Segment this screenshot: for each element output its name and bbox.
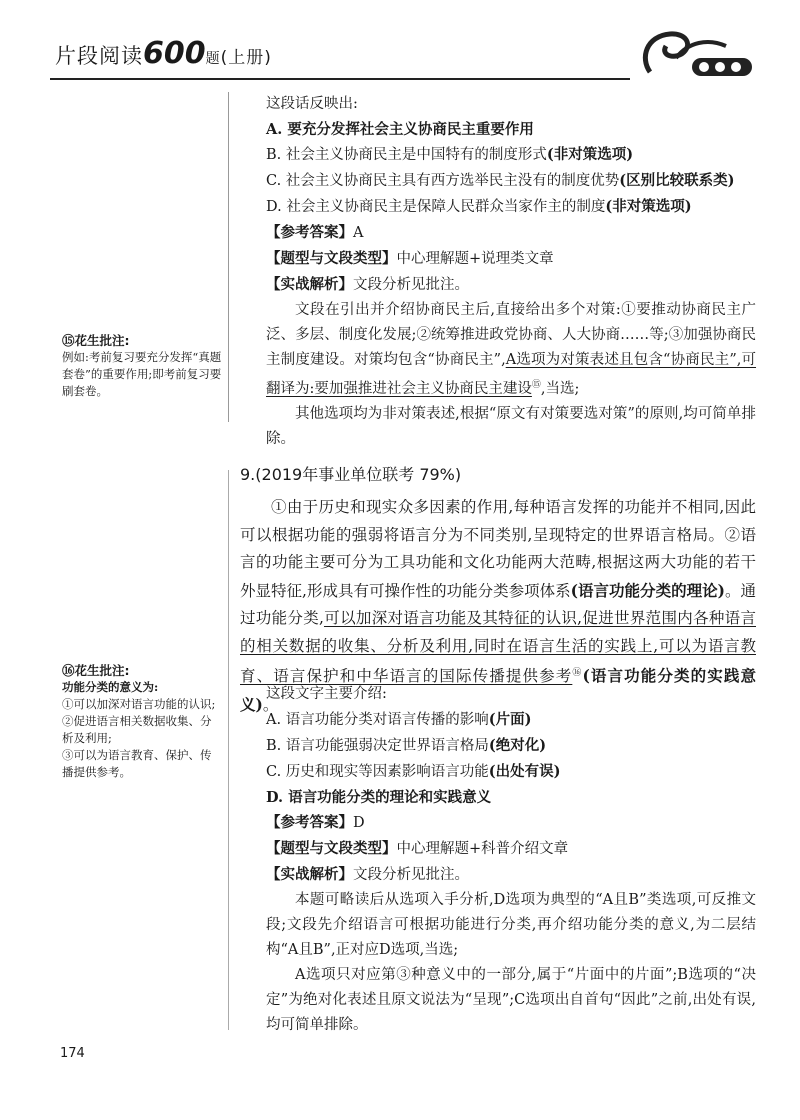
q8-stem: 这段话反映出: [266, 96, 358, 112]
book-title [55, 36, 272, 71]
q8-option-c: C. 社会主义协商民主具有西方选举民主没有的制度优势(区别比较联系类) [266, 172, 735, 189]
q9-option-c: C. 历史和现实等因素影响语言功能(出处有误) [266, 763, 561, 780]
side-note-16-item: ②促进语言相关数据收集、分析及利用; [62, 714, 212, 745]
q8-block [266, 92, 756, 452]
q9-explain-2: A选项只对应第③种意义中的一部分,属于“片面中的片面”;B选项的“决定”为绝对化表述且原文说法为“呈现”;C选项出自首句“因此”之前,出处有误,均可简单排除。 [266, 967, 756, 1033]
q8-option-d: D. 社会主义协商民主是保障人民群众当家作主的制度(非对策选项) [266, 198, 692, 215]
side-note-16-item: ③可以为语言教育、保护、传播提供参考。 [62, 748, 212, 779]
book-title-suffix: (上册) [220, 48, 272, 68]
q8-analysis: 【实战解析】文段分析见批注。 [266, 276, 469, 293]
q8-explain-1: 文段在引出并介绍协商民主后,直接给出多个对策:①要推动协商民主广泛、多层、制度化发展;②统筹推进政党协商、人大协商……等;③加强协商民主制度建设。对策均包含“协商民主”,A选项为对策表述且包含“协商民主”,可翻译为:要加强推进社会主义协商民主建设⑮,当选; [266, 302, 757, 397]
side-note-15-title: ⑮花生批注: [62, 333, 130, 348]
q9-answer: 【参考答案】D [266, 814, 365, 831]
q9-heading: 9.(2019年事业单位联考 79%) [240, 465, 462, 484]
q9-type: 【题型与文段类型】中心理解题+科普介绍文章 [266, 840, 569, 857]
side-note-15 [62, 332, 222, 400]
margin-divider [228, 92, 229, 422]
q9-option-a: A. 语言功能分类对语言传播的影响(片面) [266, 711, 532, 728]
q8-answer: 【参考答案】A [266, 224, 364, 241]
side-note-16-item: ①可以加深对语言功能的认识; [62, 697, 216, 711]
q8-type: 【题型与文段类型】中心理解题+说理类文章 [266, 250, 554, 267]
book-title-number: 600 [143, 36, 206, 71]
book-title-prefix: 片段阅读 [55, 44, 143, 68]
q9-option-d: D. 语言功能分类的理论和实践意义 [266, 789, 492, 806]
q9-passage-text: ①由于历史和现实众多因素的作用,每种语言发挥的功能并不相同,因此可以根据功能的强弱将语言分为不同类别,呈现特定的世界语言格局。②语言的功能主要可分为工具功能和文化功能两大范畴,根据这两大功能的若干外显特征,形成具有可操作性的功能分类参项体系(语言功能分类的理论)。通过功能分类,可以加深对语言功能及其特征的认识,促进世界范围内各种语言的相关数据的收集、分析及利用,同时在语言生活的实践上,可以为语言教育、语言保护和中华语言的国际传播提供参考⑯(语言功能分类的实践意义)。 [240, 498, 756, 714]
q9-stem: 这段文字主要介绍: [266, 686, 387, 702]
page-number: 174 [60, 1046, 85, 1061]
q8-option-a: A. 要充分发挥社会主义协商民主重要作用 [266, 121, 534, 138]
side-note-16-subtitle: 功能分类的意义为: [62, 680, 159, 694]
q8-option-b: B. 社会主义协商民主是中国特有的制度形式(非对策选项) [266, 146, 634, 163]
q9-option-b: B. 语言功能强弱决定世界语言格局(绝对化) [266, 737, 547, 754]
header-rule [50, 78, 630, 80]
margin-divider-lower [228, 470, 229, 1030]
side-note-16 [62, 662, 222, 781]
side-note-16-title: ⑯花生批注: [62, 663, 130, 678]
q9-analysis: 【实战解析】文段分析见批注。 [266, 866, 469, 883]
q8-explain-2: 其他选项均为非对策表述,根据“原文有对策要选对策”的原则,均可简单排除。 [266, 405, 756, 447]
side-note-15-body: 例如:考前复习要充分发挥“真题套卷”的重要作用;即考前复习要刷套卷。 [62, 350, 222, 398]
book-title-ti: 题 [205, 51, 221, 67]
q9-explain-1: 本题可略读后从选项入手分析,D选项为典型的“A且B”类选项,可反推文段;文段先介绍语言可根据功能进行分类,再介绍功能分类的意义,为二层结构“A且B”,正对应D选项,当选; [266, 892, 756, 958]
q9-options-block [266, 682, 756, 1038]
publisher-logo-icon [636, 28, 754, 84]
